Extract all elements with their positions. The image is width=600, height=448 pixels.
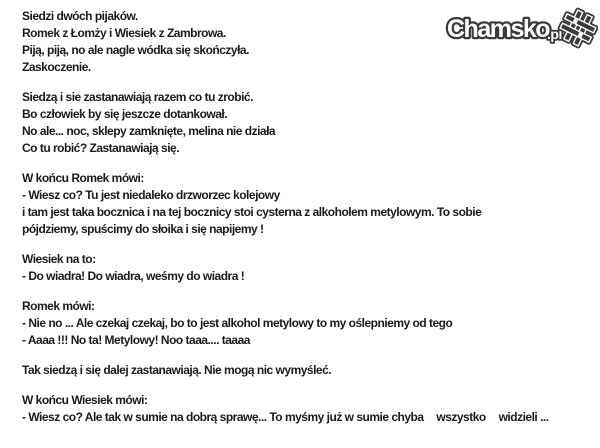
joke-text [22,8,549,439]
joke-line: Romek z Łomży i Wiesiek z Zambrowa. [22,26,226,40]
joke-line: Zaskoczenie. [22,60,91,74]
chamsko-logo [444,6,598,52]
joke-line: W końcu Romek mówi: [22,171,144,185]
joke-line: Piją, piją, no ale nagle wódka się skończyła. [22,43,249,57]
logo-tld-text: .pl [547,26,562,42]
joke-line: pójdziemy, spuścimy do słoika i się napijemy ! [22,222,264,236]
joke-paragraph-romek-idea [22,170,549,238]
joke-line: Tak siedzą i się dalej zastanawiają. Nie mogą nic wymyśleć. [22,363,332,377]
joke-line: Bo człowiek by się jeszcze dotankował. [22,107,228,121]
joke-line: Wiesiek na to: [22,252,96,266]
joke-line: - Nie no ... Ale czekaj czekaj, bo to jest alkohol metylowy to my oślepniemy od tego [22,316,453,330]
joke-final-line-word2: wszystko [436,410,486,424]
joke-paragraph-punchline [22,392,549,426]
joke-line: - Do wiadra! Do wiadra, weśmy do wiadra ! [22,269,245,283]
joke-line: Siedzi dwóch pijaków. [22,9,138,23]
joke-line: Romek mówi: [22,299,95,313]
joke-final-line-word3: widzieli ... [498,410,549,424]
joke-line: - Wiesz co? Tu jest niedaleko drzworzec kolejowy [22,188,280,202]
tilted-hash-icon [557,7,598,50]
joke-final-line-main: - Wiesz co? Ale tak w sumie na dobrą sprawę... To myśmy już w sumie chyba [22,410,424,424]
joke-paragraph-pondering [22,89,549,157]
joke-paragraph-still-thinking [22,362,549,379]
joke-line: Co tu robić? Zastanawiają się. [22,141,180,155]
joke-line: i tam jest taka bocznica i na tej bocznicy stoi cysterna z alkoholem metylowym. To sobie [22,205,482,219]
joke-line: No ale... noc, sklepy zamknięte, melina nie działa [22,124,276,138]
joke-paragraph-wiesiek-reply [22,251,549,285]
joke-line: Siedzą i sie zastanawiają razem co tu zrobić. [22,90,253,104]
joke-paragraph-romek-warning [22,298,549,349]
joke-final-line [22,409,549,426]
joke-line: W końcu Wiesiek mówi: [22,393,148,407]
joke-line: - Aaaa !!! No ta! Metylowy! Noo taaa.... taaaa [22,333,250,347]
logo-brand-text: Chamsko [447,15,550,43]
